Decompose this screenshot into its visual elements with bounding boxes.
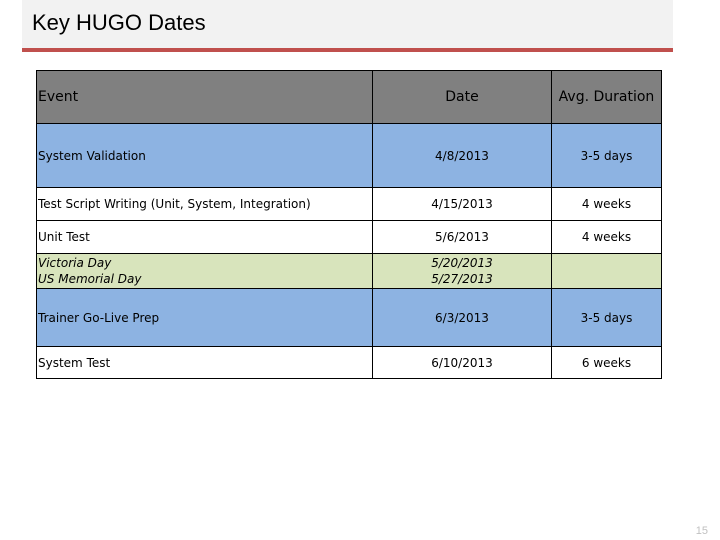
date-cell: 4/8/2013: [373, 124, 552, 188]
table-row-holidays: [37, 254, 662, 289]
event-cell: Test Script Writing (Unit, System, Integration): [37, 188, 373, 221]
table-row: [37, 188, 662, 221]
event-cell: System Validation: [37, 124, 373, 188]
header-date: Date: [373, 71, 552, 124]
table-row: [37, 347, 662, 379]
table-header-row: [37, 71, 662, 124]
header-duration: Avg. Duration: [552, 71, 662, 124]
date-cell: 6/10/2013: [373, 347, 552, 379]
schedule-table: [36, 70, 662, 379]
duration-cell: 3-5 days: [552, 289, 662, 347]
event-cell: [37, 254, 373, 289]
event-cell: System Test: [37, 347, 373, 379]
date-cell: [373, 254, 552, 289]
event-cell: Unit Test: [37, 221, 373, 254]
holiday-us-memorial-day: US Memorial Day: [38, 272, 142, 286]
duration-cell: [552, 254, 662, 289]
title-bar: [22, 0, 673, 48]
table-row: [37, 289, 662, 347]
holiday-victoria-day: Victoria Day: [38, 256, 112, 270]
header-event: Event: [37, 71, 373, 124]
page-title: Key HUGO Dates: [32, 10, 206, 35]
date-cell: 6/3/2013: [373, 289, 552, 347]
duration-cell: 3-5 days: [552, 124, 662, 188]
table-row: [37, 221, 662, 254]
holiday-date-2: 5/27/2013: [431, 272, 493, 286]
duration-cell: 6 weeks: [552, 347, 662, 379]
date-cell: 5/6/2013: [373, 221, 552, 254]
duration-cell: 4 weeks: [552, 221, 662, 254]
title-underline: [22, 48, 673, 52]
duration-cell: 4 weeks: [552, 188, 662, 221]
table-row: [37, 124, 662, 188]
holiday-date-1: 5/20/2013: [431, 256, 493, 270]
date-cell: 4/15/2013: [373, 188, 552, 221]
event-cell: Trainer Go-Live Prep: [37, 289, 373, 347]
slide-number: 15: [695, 525, 708, 537]
